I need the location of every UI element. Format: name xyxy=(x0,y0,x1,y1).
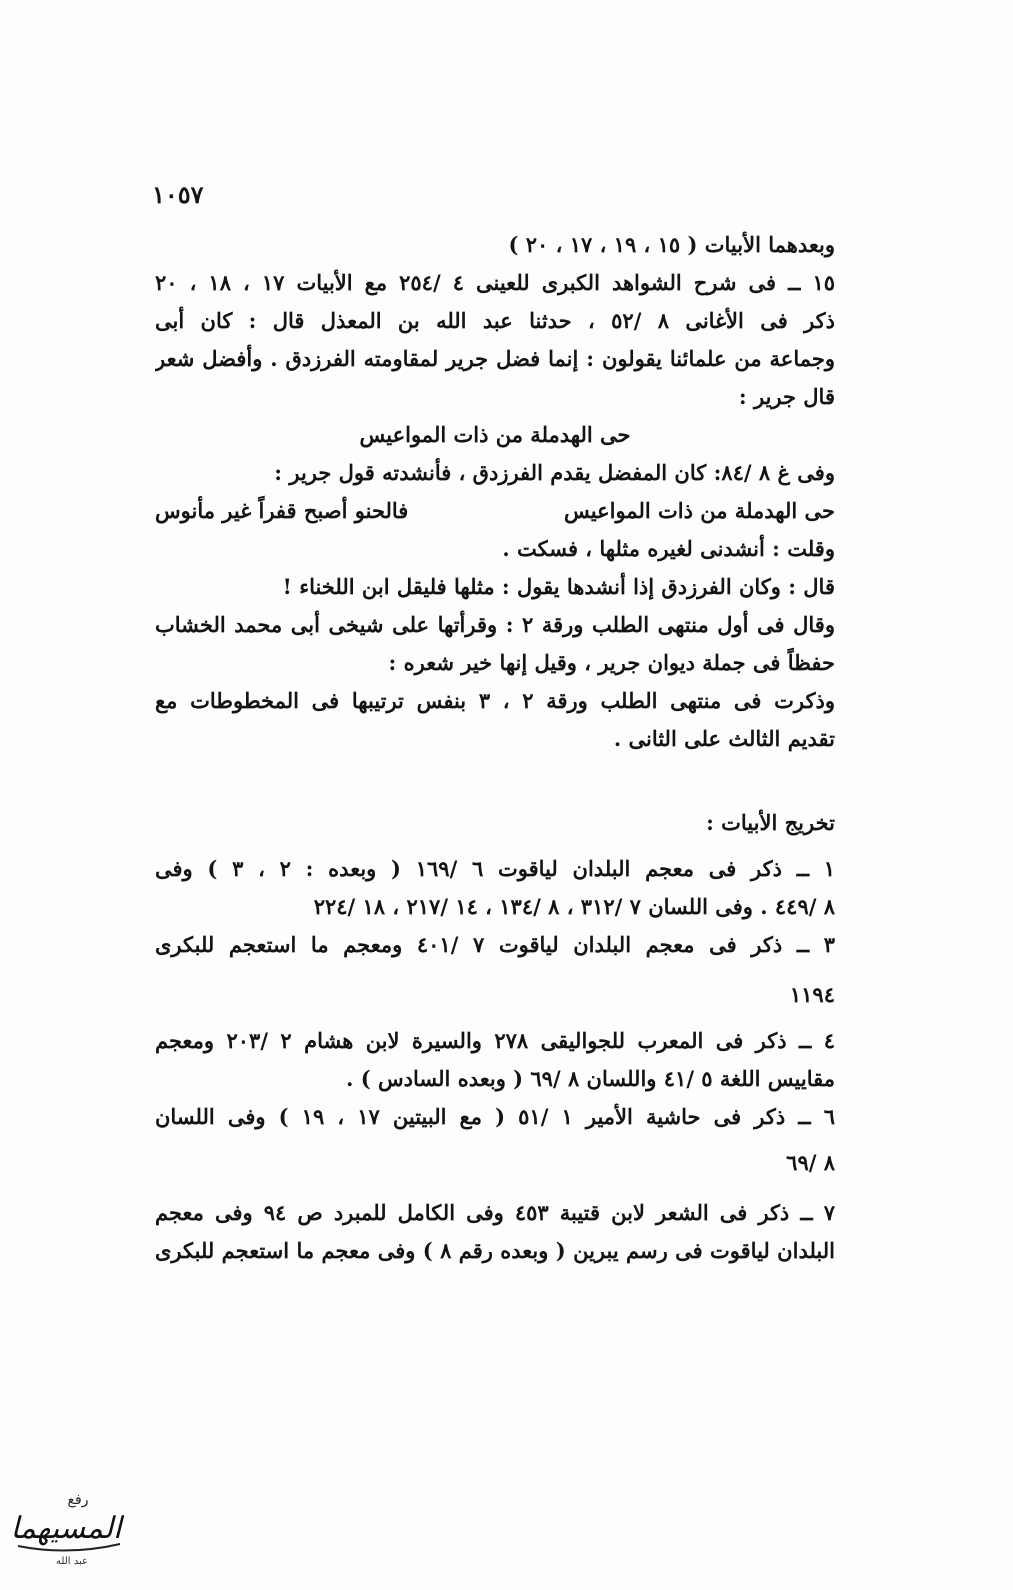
text-line: تقديم الثالث على الثانى . xyxy=(613,726,835,751)
text-line: ١١٩٤ xyxy=(789,982,835,1007)
spacer xyxy=(155,758,835,804)
text-line: ١ ــ ذكر فى معجم البلدان لياقوت ٦ /١٦٩ ( وبعده : ٢ ، ٣ ) وفى xyxy=(155,856,835,881)
text-line: ٧ ــ ذكر فى الشعر لابن قتيبة ٤٥٣ وفى الكامل للمبرد ص ٩٤ وفى معجم xyxy=(155,1200,835,1225)
verse-line: حى الهدملة من ذات المواعيس xyxy=(359,422,631,447)
text-line: ١٥ ــ فى شرح الشواهد الكبرى للعينى ٤ /٢٥٤ مع الأبيات ١٧ ، ١٨ ، ٢٠ xyxy=(155,270,835,295)
library-stamp-logo xyxy=(8,1478,128,1573)
svg-text:عبد الله: عبد الله xyxy=(56,1556,88,1567)
text-line: وجماعة من علمائنا يقولون : إنما فضل جرير لمقاومته الفرزدق . وأفضل شعر xyxy=(155,346,835,371)
spacer xyxy=(155,1014,835,1022)
text-line: ٨ /٤٤٩ . وفى اللسان ٧ /٣١٢ ، ٨ /١٣٤ ، ١٤ /٢١٧ ، ١٨ /٢٢٤ xyxy=(313,894,835,919)
spacer xyxy=(155,1182,835,1194)
text-line: ذكر فى الأغانى ٨ /٥٢ ، حدثنا عبد الله بن المعذل قال : كان أبى xyxy=(155,308,835,333)
svg-text:المسيهما: المسيهما xyxy=(10,1511,122,1546)
spacer xyxy=(155,842,835,850)
verse-couplet xyxy=(155,492,835,530)
text-line: وبعدهما الأبيات ( ١٥ ، ١٩ ، ١٧ ، ٢٠ ) xyxy=(508,232,835,257)
page-number: ١٠٥٧ xyxy=(152,180,204,209)
text-line: ٣ ــ ذكر فى معجم البلدان لياقوت ٧ /٤٠١ ومعجم ما استعجم للبكرى xyxy=(155,932,835,957)
text-line: ٤ ــ ذكر فى المعرب للجواليقى ٢٧٨ والسيرة لابن هشام ٢ /٢٠٣ ومعجم xyxy=(155,1028,835,1053)
section-heading: تخريج الأبيات : xyxy=(706,810,835,835)
text-line: وقال فى أول منتهى الطلب ورقة ٢ : وقرأتها على شيخى أبى محمد الخشاب xyxy=(155,612,835,637)
text-line: ٨ /٦٩ xyxy=(786,1150,835,1175)
verse-second-hemistich: فالحنو أصبح قفراً غير مأنوس xyxy=(155,498,409,523)
text-line: مقاييس اللغة ٥ /٤١ واللسان ٨ /٦٩ ( وبعده السادس ) . xyxy=(346,1066,835,1091)
body-text xyxy=(155,226,835,1270)
text-line: البلدان لياقوت فى رسم يبرين ( وبعده رقم ٨ ) وفى معجم ما استعجم للبكرى xyxy=(155,1238,835,1263)
text-line: قال : وكان الفرزدق إذا أنشدها يقول : مثلها فليقل ابن اللخناء ! xyxy=(282,574,835,599)
text-line: حفظاً فى جملة ديوان جرير ، وقيل إنها خير شعره : xyxy=(388,650,835,675)
svg-text:رفع: رفع xyxy=(67,1492,89,1508)
text-line: وفى غ ٨ /٨٤: كان المفضل يقدم الفرزدق ، فأنشدته قول جرير : xyxy=(274,460,835,485)
spacer xyxy=(155,964,835,976)
text-line: ٦ ــ ذكر فى حاشية الأمير ١ /٥١ ( مع البيتين ١٧ ، ١٩ ) وفى اللسان xyxy=(155,1104,835,1129)
text-line: قال جرير : xyxy=(738,384,835,409)
text-line: وذكرت فى منتهى الطلب ورقة ٢ ، ٣ بنفس ترتيبها فى المخطوطات مع xyxy=(155,688,835,713)
spacer xyxy=(155,1136,835,1144)
verse-first-hemistich: حى الهدملة من ذات المواعيس xyxy=(563,498,835,523)
text-line: وقلت : أنشدنى لغيره مثلها ، فسكت . xyxy=(502,536,835,561)
